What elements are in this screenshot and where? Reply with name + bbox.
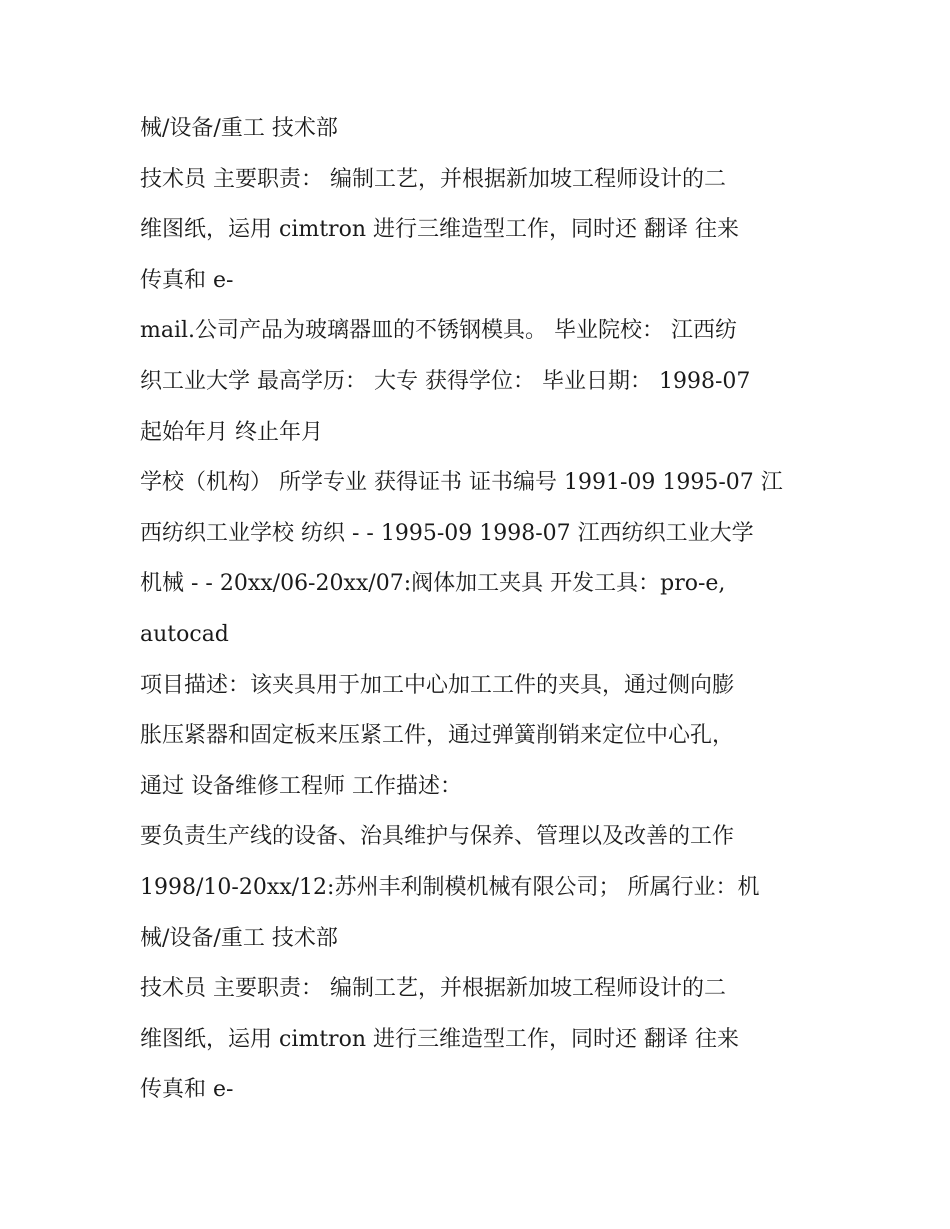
document-body xyxy=(140,104,830,1116)
text-line: 项目描述：该夹具用于加工中心加工工件的夹具，通过侧向膨 xyxy=(140,672,735,698)
text-line: 械/设备/重工 技术部 xyxy=(140,925,338,951)
text-line: 织工业大学 最高学历： 大专 获得学位： 毕业日期： 1998-07 xyxy=(140,368,751,394)
text-line: 维图纸，运用 cimtron 进行三维造型工作，同时还 翻译 往来 xyxy=(140,217,739,243)
text-line: 传真和 e- xyxy=(140,1077,234,1103)
text-line: 西纺织工业学校 纺织 - - 1995-09 1998-07 江西纺织工业大学 xyxy=(140,520,754,546)
text-line: autocad xyxy=(140,621,229,647)
text-line: 机械 - - 20xx/06-20xx/07:阀体加工夹具 开发工具：pro-e, xyxy=(140,571,726,597)
text-line: 要负责生产线的设备、治具维护与保养、管理以及改善的工作 xyxy=(140,824,735,850)
text-line: 通过 设备维修工程师 工作描述： xyxy=(140,773,462,799)
text-line: 技术员 主要职责： 编制工艺，并根据新加坡工程师设计的二 xyxy=(140,166,726,192)
text-line: 械/设备/重工 技术部 xyxy=(140,116,338,141)
text-line: 传真和 e- xyxy=(140,267,234,293)
text-line: 起始年月 终止年月 xyxy=(140,419,323,445)
text-line: 维图纸，运用 cimtron 进行三维造型工作，同时还 翻译 往来 xyxy=(140,1026,739,1052)
text-line: mail.公司产品为玻璃器皿的不锈钢模具。 毕业院校： 江西纺 xyxy=(140,318,738,344)
text-line: 学校（机构） 所学专业 获得证书 证书编号 1991-09 1995-07 江 xyxy=(140,470,783,496)
text-line: 1998/10-20xx/12:苏州丰利制模机械有限公司； 所属行业：机 xyxy=(140,874,760,900)
text-line: 技术员 主要职责： 编制工艺，并根据新加坡工程师设计的二 xyxy=(140,976,726,1002)
text-line: 胀压紧器和固定板来压紧工件，通过弹簧削销来定位中心孔， xyxy=(140,723,735,749)
